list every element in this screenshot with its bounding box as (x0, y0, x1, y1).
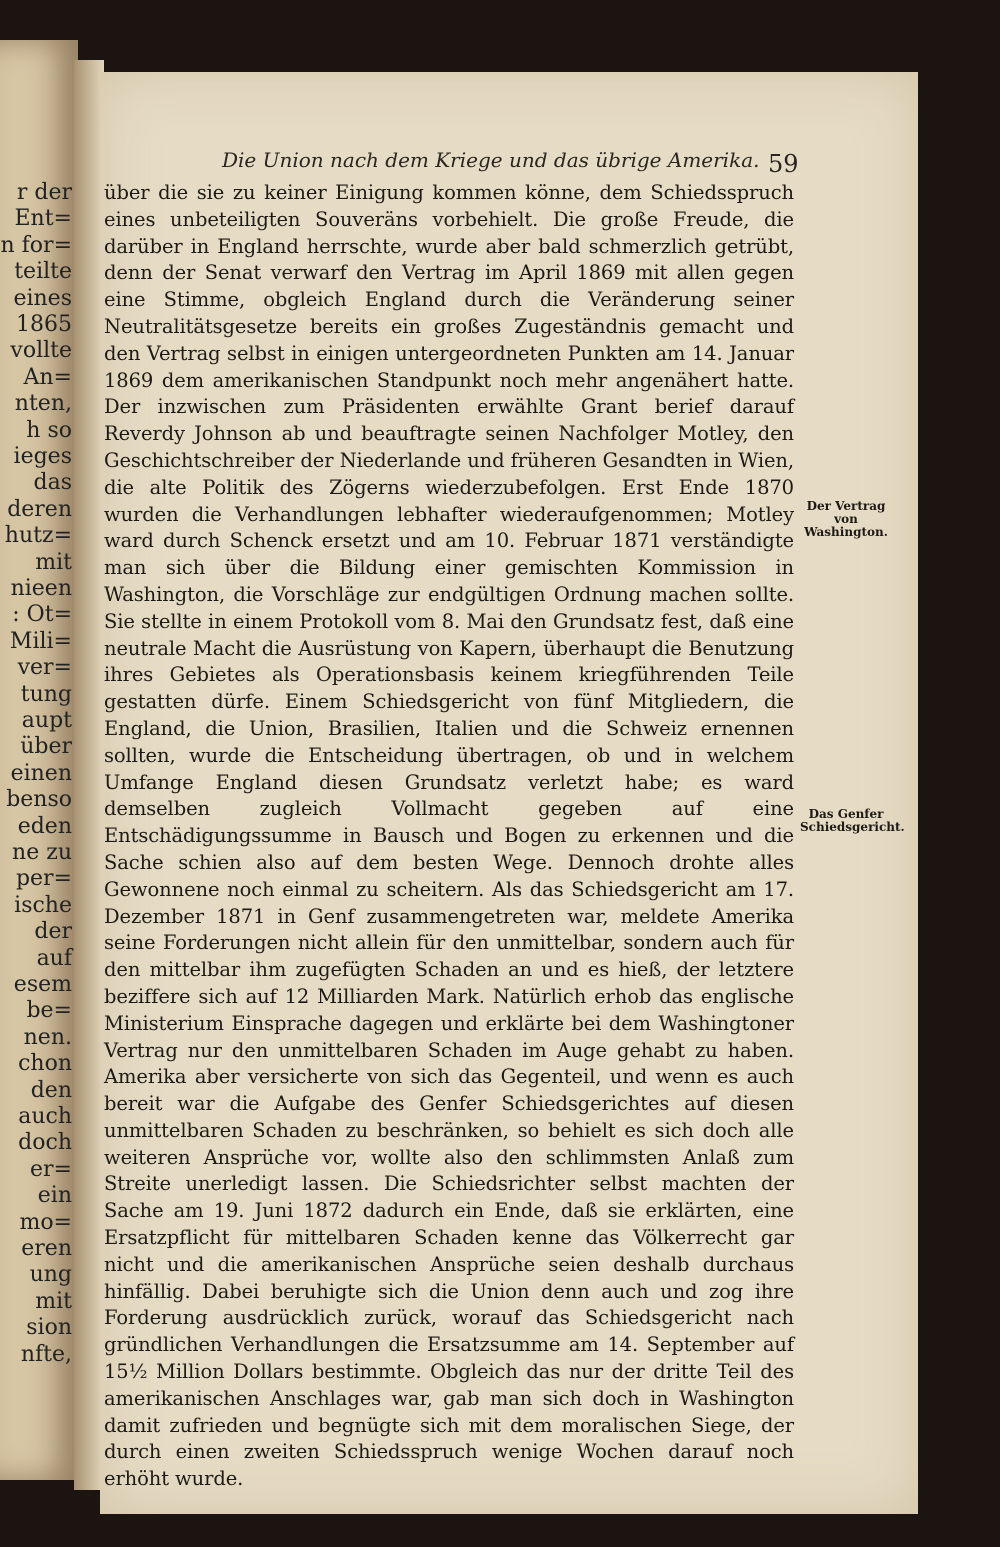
running-title: Die Union nach dem Kriege und das übrige Amerika. (222, 148, 760, 172)
facing-page-fragment: mo= (19, 1209, 72, 1235)
facing-page-fragment: nten, (14, 391, 72, 417)
facing-page-fragment: hutz= (4, 523, 72, 549)
facing-page-fragment: eden (17, 813, 72, 839)
facing-page-fragment: auch (18, 1104, 72, 1129)
facing-page-edge (0, 40, 78, 1480)
facing-page-fragment: Ent= (14, 206, 72, 232)
facing-page-fragment: das (33, 470, 72, 496)
facing-page-fragment: ver= (17, 655, 72, 681)
marginal-note-genfer: Das Genfer Schiedsgericht. (800, 807, 905, 834)
facing-page-fragment: An= (23, 364, 72, 390)
main-paragraph: über die sie zu keiner Einigung kommen könne, dem Schiedsspruch eines unbeteiligten Souveräns vorbehielt. Die große Freude, die darüber in England herrschte, wurde aber bald schmerzlich getrübt, denn der Senat verwarf den Vertrag im April 1869 mit allen gegen eine Stimme, obgleich England durch die Veränderung seiner Neutralitätsgesetze bereits ein großes Zugeständnis gemacht und den Vertrag selbst in einigen untergeordneten Punkten am 14. Januar 1869 dem amerikanischen Standpunkt noch mehr angenähert hatte. Der inzwischen zum Präsidenten erwählte Grant berief darauf Reverdy Johnson ab und beauftragte seinen Nachfolger Motley, den Geschichtschreiber der Niederlande und früheren Gesandten in Wien, die alte Politik des Zögerns wiederzubefolgen. Erst Ende 1870 wurden die Verhandlungen lebhafter wiederaufgenommen; Motley ward durch Schenck ersetzt und am 10. Februar 1871 verständigte man sich über die Bildung einer gemischten Kommission in Washington, die Vorschläge zur endgültigen Ordnung machen sollte. Sie stellte in einem Protokoll vom 8. Mai den Grundsatz fest, daß eine neutrale Macht die Ausrüstung von Kapern, überhaupt die Benutzung ihres Gebietes als Operationsbasis keinem kriegführenden Teile gestatten dürfe. Einem Schiedsgericht von fünf Mitgliedern, die England, die Union, Brasilien, Italien und die Schweiz ernennen sollten, wurde die Entscheidung übertragen, ob und in welchem Umfange England diesen Grundsatz verletzt habe; es ward demselben zugleich Vollmacht gegeben auf eine Entschädigungssumme in Bausch und Bogen zu erkennen und die Sache schien also auf dem besten Wege. Dennoch drohte alles Gewonnene noch einmal zu scheitern. Als das Schiedsgericht am 17. Dezember 1871 in Genf zusammengetreten war, meldete Amerika seine Forderungen nicht allein für den unmittelbar, sondern auch für den mittelbar ihm zugefügten Schaden an und es hieß, der letztere beziffere sich auf 12 Milliarden Mark. Natürlich erhob das englische Ministerium Einsprache dagegen und erklärte bei dem Washingtoner Vertrag nur den unmittelbaren Schaden im Auge gehabt zu haben. Amerika aber versicherte von sich das Gegenteil, und wenn es auch bereit war die Aufgabe des Genfer Schiedsgerichtes auf diesen unmittelbaren Schaden zu beschränken, so behielt es sich doch alle weiteren Ansprüche vor, wollte also den schlimmsten Anlaß zum Streite unerledigt lassen. Die Schiedsrichter selbst machten der Sache am 19. Juni 1872 dadurch ein Ende, daß sie erklärten, eine Ersatzpflicht für mittelbaren Schaden kenne das Völkerrecht gar nicht und die amerikanischen Ansprüche seien deshalb durchaus hinfällig. Dabei beruhigte sich die Union denn auch und zog ihre Forderung ausdrücklich zurück, worauf das Schiedsgericht nach gründlichen Verhandlungen die Ersatzsumme am 14. September auf 15½ Million Dollars bestimmte. Obgleich das nur der dritte Teil des amerikanischen Anschlages war, gab man sich doch in Washington damit zufrieden und begnügte sich mit dem moralischen Siege, der durch einen zweiten Schiedsspruch wenige Wochen darauf noch erhöht wurde. (104, 181, 794, 1491)
facing-page-fragment: benso (6, 787, 72, 813)
facing-page-fragment: be= (26, 998, 72, 1024)
facing-page-fragment: nen. (23, 1024, 72, 1050)
facing-page-fragment: mit (35, 549, 72, 575)
facing-page-fragment: einen (10, 760, 72, 786)
facing-page-fragment: h so (26, 417, 72, 443)
facing-page-fragment: : Ot= (12, 602, 72, 628)
facing-page-fragment: nieen (10, 576, 72, 601)
facing-page-fragment: sion (26, 1315, 72, 1341)
page-number: 59 (768, 150, 799, 178)
facing-page-fragment: den (30, 1077, 72, 1103)
facing-page-fragment: Mili= (9, 628, 72, 654)
facing-page-fragment: über (20, 734, 72, 760)
body-text (104, 180, 794, 1493)
facing-page-fragment: r der (16, 180, 72, 205)
facing-page-fragment: eren (21, 1236, 72, 1261)
facing-page-fragment: mit (35, 1288, 72, 1314)
facing-page-fragment: er= (30, 1156, 72, 1182)
facing-page-fragment: per= (15, 866, 72, 892)
facing-page-fragment: eines (13, 285, 72, 311)
facing-page-fragment: ung (29, 1262, 72, 1288)
facing-page-fragment: 1865 (16, 312, 72, 337)
facing-page-fragment: ieges (13, 444, 72, 469)
facing-page-fragment: der (34, 919, 72, 945)
facing-page-fragment: auf (36, 945, 72, 971)
facing-page-fragment: n for= (0, 232, 72, 258)
facing-page-fragment: vollte (10, 338, 72, 364)
facing-page-fragment: tung (20, 681, 72, 707)
facing-page-fragment: chon (18, 1051, 72, 1077)
facing-page-fragment: aupt (21, 708, 72, 733)
marginal-note-washington: Der Vertrag von Washington. (804, 499, 888, 539)
facing-page-fragment: teilte (14, 259, 72, 285)
facing-page-fragment: doch (18, 1130, 72, 1156)
facing-page-fragment: nfte, (20, 1341, 72, 1367)
facing-page-fragment: deren (7, 496, 72, 522)
facing-page-fragment: ische (14, 892, 72, 918)
facing-page-fragment: esem (13, 972, 72, 997)
facing-page-fragment: ein (37, 1183, 72, 1209)
facing-page-fragment: ne zu (12, 840, 72, 865)
